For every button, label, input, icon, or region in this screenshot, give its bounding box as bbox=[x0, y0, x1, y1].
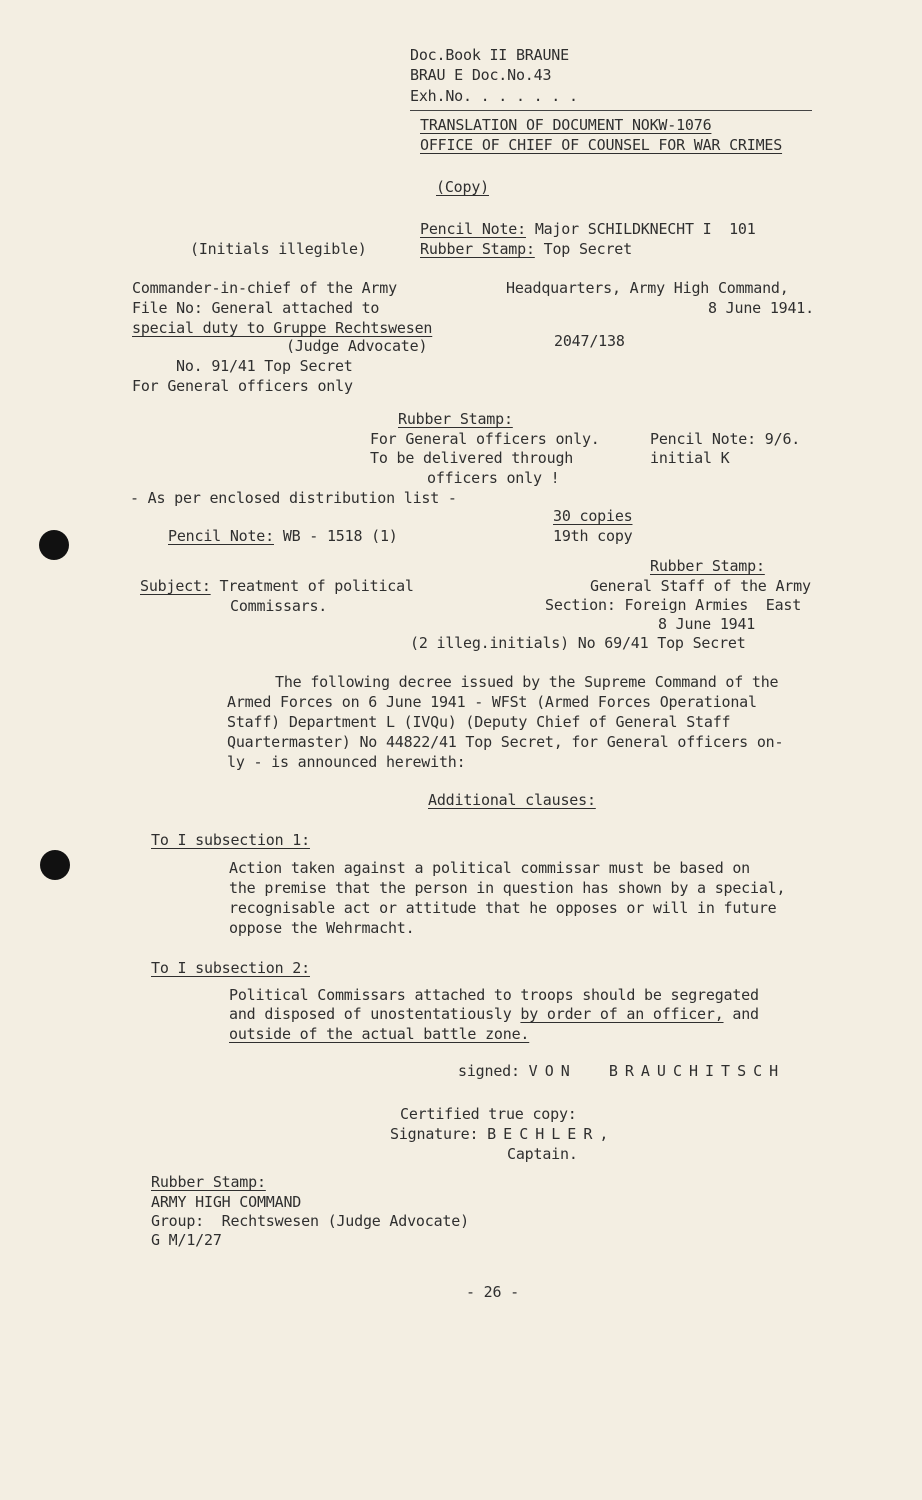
sender-line-1: Commander-in-chief of the Army bbox=[132, 279, 397, 297]
stamp2-line-2: Section: Foreign Armies East bbox=[545, 596, 802, 614]
stamp2-line-3: 8 June 1941 bbox=[658, 615, 756, 633]
sender-line-3: special duty to Gruppe Rechtswesen bbox=[132, 319, 433, 337]
intro-line-5: ly - is announced herewith: bbox=[227, 753, 466, 771]
footer-stamp-line-3: G M/1/27 bbox=[151, 1231, 222, 1249]
subsection-1-heading: To I subsection 1: bbox=[151, 831, 310, 849]
stamp-block-line-2: To be delivered through bbox=[370, 449, 574, 467]
punch-hole-bottom bbox=[40, 850, 70, 880]
translation-title: TRANSLATION OF DOCUMENT NOKW-1076 bbox=[420, 116, 712, 134]
footer-stamp-label: Rubber Stamp: bbox=[151, 1173, 266, 1191]
doc-no-line: BRAU E Doc.No.43 bbox=[410, 66, 552, 84]
subsection-2-line-2 bbox=[229, 1005, 759, 1024]
copies-count: 30 copies bbox=[553, 507, 633, 525]
sender-line-5: No. 91/41 Top Secret bbox=[176, 357, 353, 375]
subsection-2-heading: To I subsection 2: bbox=[151, 959, 310, 977]
subsection-2-line-2c: and bbox=[723, 1005, 759, 1023]
pencil-note-9-6: Pencil Note: 9/6. bbox=[650, 430, 801, 448]
header-rule bbox=[410, 110, 812, 111]
signed-label: signed: bbox=[458, 1062, 520, 1080]
hq-date: 8 June 1941. bbox=[708, 299, 814, 317]
intro-line-2: Armed Forces on 6 June 1941 - WFSt (Armed Forces Operational bbox=[227, 693, 757, 711]
subsection-1-line-4: oppose the Wehrmacht. bbox=[229, 919, 415, 937]
signature-line bbox=[390, 1125, 615, 1144]
stamp2-line-1: General Staff of the Army bbox=[590, 577, 811, 595]
pencil-wb-label: Pencil Note: bbox=[168, 527, 274, 545]
stamp-block-label: Rubber Stamp: bbox=[398, 410, 513, 428]
initials-illegible: (Initials illegible) bbox=[190, 240, 367, 258]
subject-line-2: Commissars. bbox=[230, 597, 328, 615]
stamp2-label: Rubber Stamp: bbox=[650, 557, 765, 575]
pencil-note-label: Pencil Note: bbox=[420, 220, 526, 238]
stamp-block-line-3: officers only ! bbox=[427, 469, 560, 487]
stamp-text: Top Secret bbox=[534, 240, 632, 258]
footer-stamp-line-2: Group: Rechtswesen (Judge Advocate) bbox=[151, 1212, 469, 1230]
footer-stamp-line-1: ARMY HIGH COMMAND bbox=[151, 1193, 302, 1211]
distribution-line: - As per enclosed distribution list - bbox=[130, 489, 457, 507]
signed-line bbox=[458, 1062, 785, 1081]
page-number: - 26 - bbox=[466, 1283, 519, 1301]
subsection-1-line-1: Action taken against a political commissar must be based on bbox=[229, 859, 751, 877]
stamp-block-line-1: For General officers only. bbox=[370, 430, 600, 448]
signature-label: Signature: bbox=[390, 1125, 479, 1143]
subsection-2-line-2a: and disposed of unostentatiously bbox=[229, 1005, 521, 1023]
hq-line: Headquarters, Army High Command, bbox=[506, 279, 789, 297]
certified-copy: Certified true copy: bbox=[400, 1105, 577, 1123]
subsection-2-line-1: Political Commissars attached to troops should be segregated bbox=[229, 986, 759, 1004]
top-secret-stamp bbox=[420, 240, 632, 259]
subsection-2-line-3: outside of the actual battle zone. bbox=[229, 1025, 530, 1043]
stamp2-line-4: (2 illeg.initials) No 69/41 Top Secret bbox=[410, 634, 746, 652]
intro-line-1: The following decree issued by the Supreme Command of the bbox=[275, 673, 779, 691]
sender-line-2: File No: General attached to bbox=[132, 299, 380, 317]
subsection-2-line-2b: by order of an officer, bbox=[520, 1005, 724, 1023]
additional-clauses-heading: Additional clauses: bbox=[428, 791, 596, 809]
subject-label: Subject: bbox=[140, 577, 211, 595]
pencil-note-major bbox=[420, 220, 756, 239]
signed-name: VON BRAUCHITSCH bbox=[528, 1062, 786, 1080]
exh-no-line: Exh.No. . . . . . . bbox=[410, 87, 578, 105]
doc-book-line: Doc.Book II BRAUNE bbox=[410, 46, 569, 64]
punch-hole-top bbox=[39, 530, 69, 560]
signature-name: BECHLER, bbox=[487, 1125, 616, 1143]
signature-rank: Captain. bbox=[507, 1145, 578, 1163]
sender-line-4: (Judge Advocate) bbox=[286, 337, 428, 355]
hq-reference: 2047/138 bbox=[554, 332, 625, 350]
subsection-1-line-3: recognisable act or attitude that he opposes or will in future bbox=[229, 899, 777, 917]
pencil-note-wb bbox=[168, 527, 398, 546]
intro-line-3: Staff) Department L (IVQu) (Deputy Chief of General Staff bbox=[227, 713, 731, 731]
office-title: OFFICE OF CHIEF OF COUNSEL FOR WAR CRIMES bbox=[420, 136, 783, 154]
copy-number: 19th copy bbox=[553, 527, 633, 545]
copy-label: (Copy) bbox=[436, 178, 489, 196]
stamp-label: Rubber Stamp: bbox=[420, 240, 535, 258]
intro-line-4: Quartermaster) No 44822/41 Top Secret, for General officers on- bbox=[227, 733, 784, 751]
pencil-wb-text: WB - 1518 (1) bbox=[273, 527, 398, 545]
subject-text: Treatment of political bbox=[210, 577, 414, 595]
pencil-note-text: Major SCHILDKNECHT I 101 bbox=[525, 220, 756, 238]
pencil-note-initial: initial K bbox=[650, 449, 730, 467]
sender-line-6: For General officers only bbox=[132, 377, 353, 395]
subsection-1-line-2: the premise that the person in question has shown by a special, bbox=[229, 879, 786, 897]
subject-line-1 bbox=[140, 577, 414, 596]
